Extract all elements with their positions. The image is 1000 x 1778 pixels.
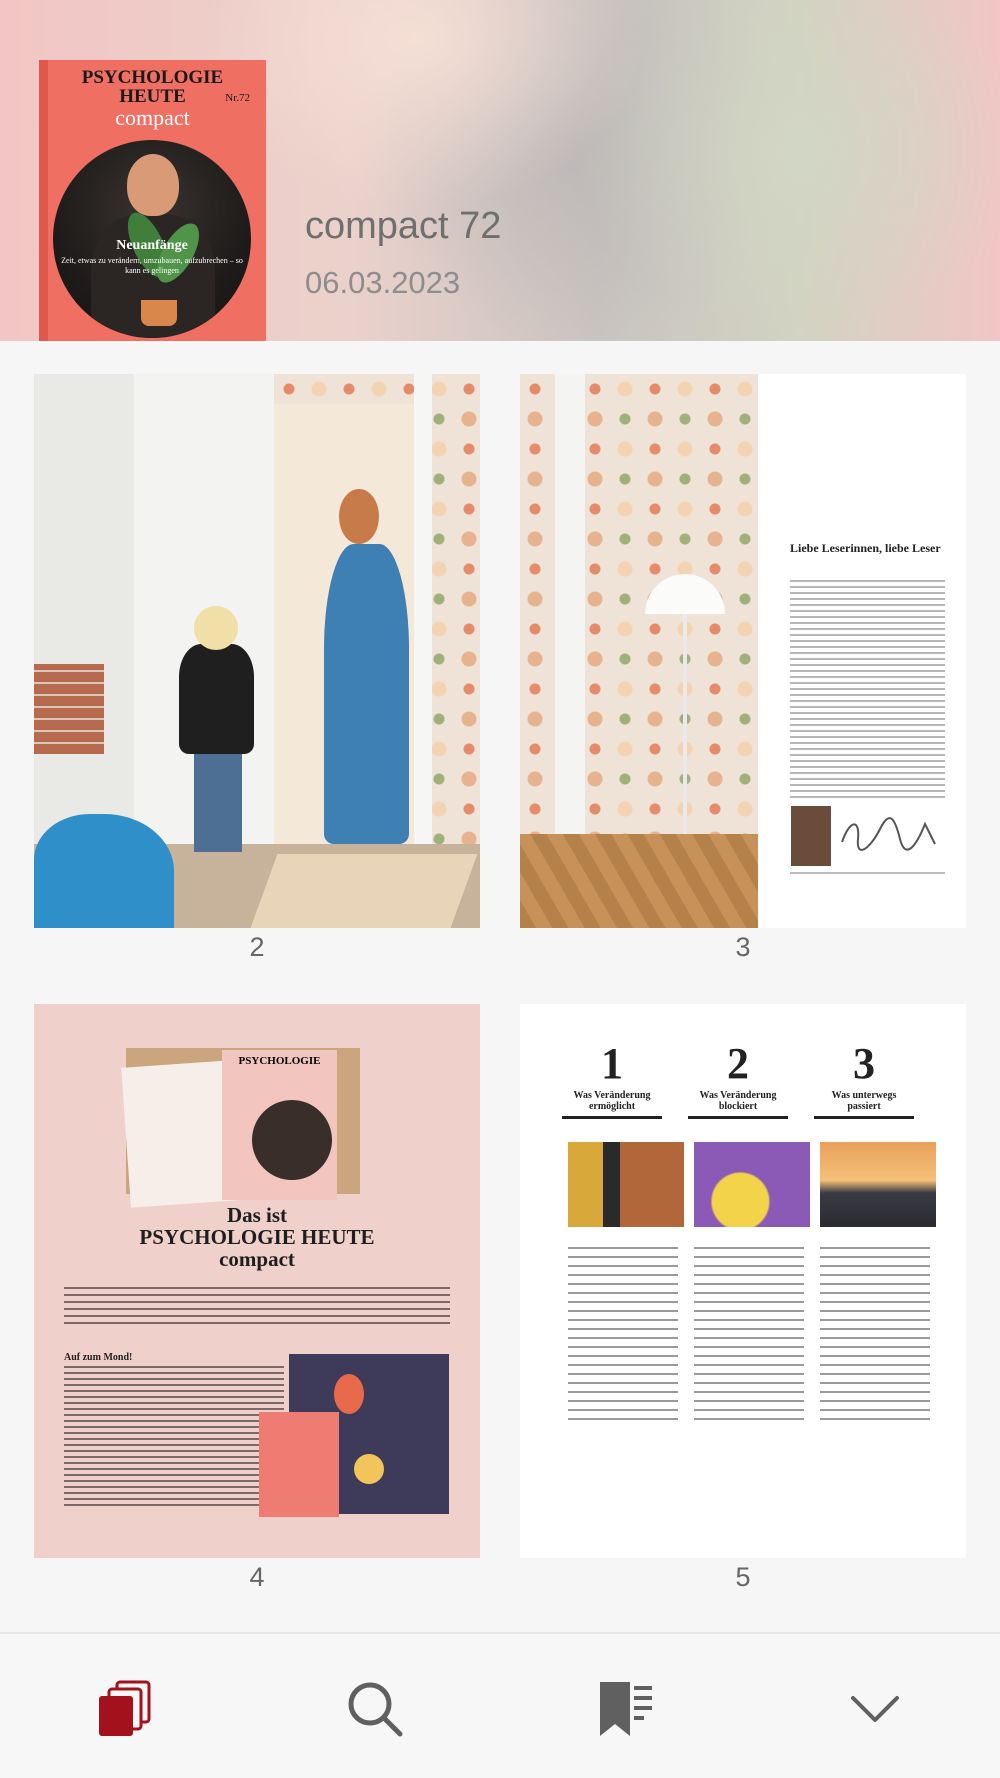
tab-search[interactable]: [340, 1674, 410, 1744]
toc-list: [820, 1240, 930, 1420]
toc-heading: Was Veränderung ermöglicht: [562, 1090, 662, 1119]
parquet-floor: [520, 834, 758, 928]
cover-teaser: Zeit, etwas zu verändern, umzubauen, aufzubrechen – so kann es gelingen: [61, 256, 243, 275]
paper-scraps: [251, 854, 478, 928]
tab-collapse[interactable]: [840, 1674, 910, 1744]
editorial-text: [790, 576, 945, 798]
cover-issue-number: Nr.72: [225, 92, 250, 104]
rocket-illustration: [334, 1374, 364, 1414]
page-thumbnail-5[interactable]: [520, 1004, 966, 1558]
title-line: Das ist: [226, 1203, 288, 1227]
editorial-heading: Liebe Leserinnen, liebe Leser: [790, 541, 941, 555]
toc-image: [694, 1142, 810, 1227]
toc-image: [568, 1142, 684, 1227]
title-line: compact: [219, 1247, 295, 1271]
editor-photo: [791, 806, 831, 866]
planet-illustration: [354, 1454, 384, 1484]
signature: [840, 814, 940, 861]
woman-figure: [324, 544, 409, 844]
toc-heading: Was Veränderung blockiert: [688, 1090, 788, 1119]
divider: [790, 872, 945, 874]
magazine-masthead: PSYCHOLOGIE: [238, 1055, 321, 1067]
cover-headline: Neuanfänge: [116, 238, 188, 253]
magazine-cover: [222, 1050, 337, 1200]
page-thumbnail-2[interactable]: [34, 374, 480, 928]
issue-cover[interactable]: [39, 60, 266, 341]
issue-header: [0, 0, 1000, 341]
page-4-title: [34, 1204, 480, 1270]
cover-masthead-line1: PSYCHOLOGIE: [81, 67, 224, 88]
intro-text: [64, 1284, 450, 1324]
toc-list: [694, 1240, 804, 1420]
child-figure: [179, 644, 254, 754]
section-heading: Auf zum Mond!: [64, 1352, 133, 1363]
bottom-tab-bar: [0, 1632, 1000, 1778]
book-cover: [259, 1412, 339, 1517]
title-line: PSYCHOLOGIE HEUTE: [139, 1225, 375, 1249]
child-legs: [194, 752, 242, 852]
page-number: 4: [249, 1562, 265, 1592]
magazine-cover-photo: [252, 1100, 332, 1180]
search-icon: [346, 1680, 404, 1738]
floor-lamp-stem: [683, 614, 687, 834]
issue-date: 06.03.2023: [305, 265, 461, 300]
toc-column: [562, 1039, 662, 1119]
toc-number: 3: [853, 1039, 875, 1088]
cover-plant-pot: [141, 300, 177, 326]
signature-scribble: [840, 814, 940, 854]
cover-masthead-line2: HEUTE: [119, 86, 186, 107]
page-number: 2: [249, 932, 265, 962]
page-thumbnail-3[interactable]: [520, 374, 966, 928]
cover-subtitle: compact: [115, 105, 190, 130]
page-number: 5: [735, 1562, 751, 1592]
toc-heading: Was unterwegs passiert: [814, 1090, 914, 1119]
pages-icon: [97, 1680, 153, 1738]
issue-title: compact 72: [305, 205, 502, 247]
toc-column: [688, 1039, 788, 1119]
wall-pillar: [555, 374, 585, 854]
toc-image: [820, 1142, 936, 1227]
cover-headline-block: [53, 238, 251, 276]
cover-spine: [39, 60, 48, 341]
page-thumbnail-4[interactable]: [34, 1004, 480, 1558]
tab-bookmarks[interactable]: [590, 1674, 660, 1744]
toc-column: [814, 1039, 914, 1119]
toc-list: [568, 1240, 678, 1420]
bookmarks-icon: [596, 1680, 654, 1738]
blue-bag: [34, 814, 174, 928]
tab-pages[interactable]: [90, 1674, 160, 1744]
cover-person-head: [127, 154, 179, 216]
child-head: [194, 606, 238, 650]
chevron-down-icon: [849, 1692, 901, 1726]
toc-number: 2: [727, 1039, 749, 1088]
page-number: 3: [735, 932, 751, 962]
toc-number: 1: [601, 1039, 623, 1088]
woman-head: [339, 489, 379, 544]
body-text: [64, 1366, 284, 1506]
brick-wall: [34, 664, 104, 754]
